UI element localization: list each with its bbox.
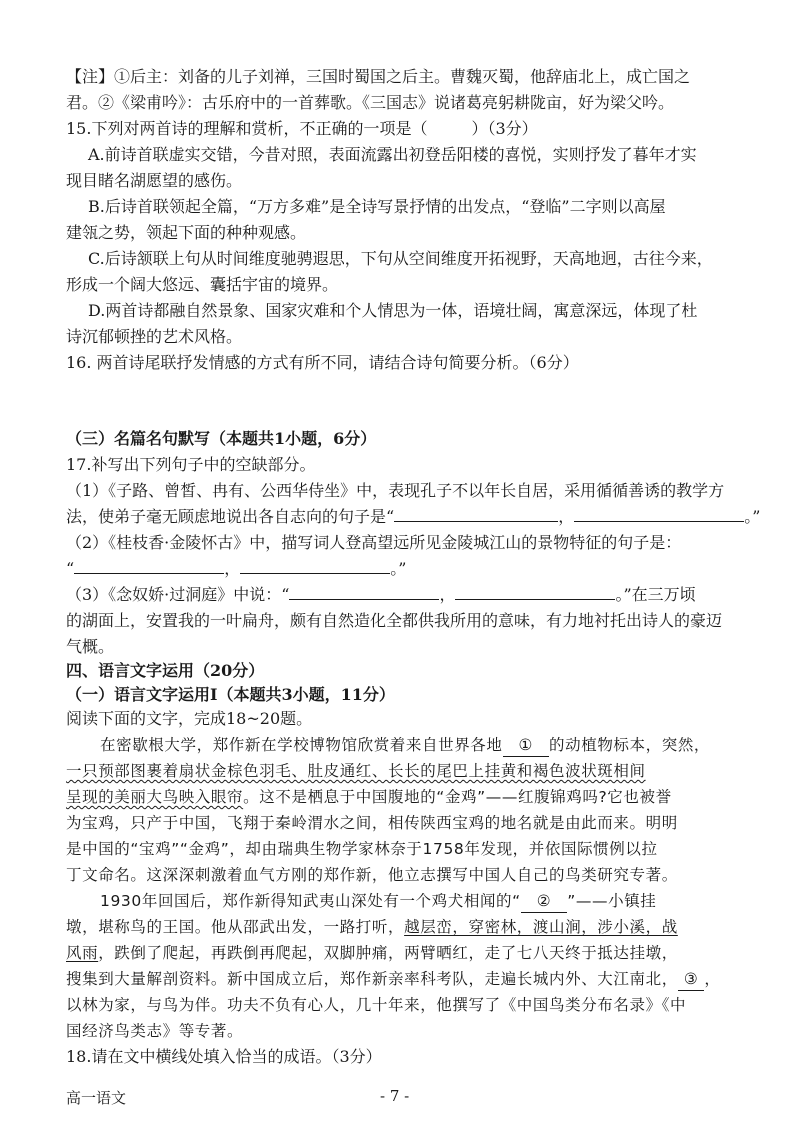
wavy-underlined-sentence-end: 呈现的美丽大鸟映入眼帘 (66, 788, 244, 806)
passage-p1-line1 (100, 734, 790, 757)
q17-item3-blank-1[interactable] (289, 584, 439, 600)
passage-p1-line3 (66, 786, 756, 808)
q15-option-a: A.前诗首联虚实交错，今昔对照，表面流露出初登岳阳楼的喜悦，实则抒发了暮年才实 (88, 145, 697, 164)
q15-option-c: C.后诗颔联上句从时间维度驰骋遐思，下句从空间维度开拓视野，天高地迥，古往今来， (88, 249, 713, 268)
comma: ， (439, 585, 456, 604)
passage-p2-line6: 国经济鸟类志》等专著。 (66, 1022, 244, 1040)
q15-option-d-cont: 诗沉郁顿挫的艺术风格。 (66, 327, 243, 346)
passage-text: ，跌倒了爬起，再跌倒再爬起，双脚肿痛，两臂晒红，走了七八天终于抵达挂墩， (98, 944, 678, 962)
comma: ， (224, 559, 241, 578)
passage-p2-line4 (66, 968, 756, 991)
q15-stem-text: 15.下列对两首诗的理解和赏析，不正确的一项是（ (66, 119, 428, 138)
page-number: - 7 - (380, 1087, 410, 1105)
comma: ， (558, 507, 575, 526)
quote-close: 。” (390, 559, 407, 578)
q15-stem (66, 118, 756, 140)
reading-instruction: 阅读下面的文字，完成18~20题。 (66, 709, 313, 728)
q15-option-d: D.两首诗都融自然景象、国家灾难和个人情思为一体，语境壮阔，寓意深远，体现了杜 (88, 301, 698, 320)
q17-stem: 17.补写出下列句子中的空缺部分。 (66, 455, 316, 474)
q17-item3-tail: 。”在三万顷 (615, 585, 696, 604)
section4-title: 四、语言文字运用（20分） (66, 661, 265, 680)
footer-subject: 高一语文 (66, 1089, 127, 1107)
passage-text: 的动植物标本，突然， (549, 736, 711, 754)
passage-text: 。这不是栖息于中国腹地的“金鸡”——红腹锦鸡吗?它也被誉 (243, 788, 672, 806)
q17-item1-prompt: 法，使弟子毫无顾虑地说出各自志向的句子是“ (66, 507, 395, 526)
passage-p1-line5: 是中国的“宝鸡”“金鸡”，却由瑞典生物学家林奈于1758年发现，并依国际惯例以拉 (66, 840, 658, 858)
q15-stem-score: ）（3分） (471, 119, 538, 138)
q17-item3-line1 (66, 584, 756, 606)
q15-option-b: B.后诗首联领起全篇，“万方多难”是全诗写景抒情的出发点，“登临”二字则以高屋 (88, 197, 666, 216)
passage-text: 1930年回国后，郑作新得知武夷山深处有一个鸡犬相闻的“ (100, 892, 521, 910)
section3-title: （三）名篇名句默写（本题共1小题，6分） (66, 429, 377, 448)
quote-close: 。” (744, 507, 761, 526)
wavy-underlined-sentence: 一只预部图裹着扇状金棕色羽毛、肚皮通红、长长的尾巴上挂黄和褐色波状斑相间 (66, 762, 646, 780)
q17-item1-blank-1[interactable] (394, 506, 558, 522)
q16-question: 16. 两首诗尾联抒发情感的方式有所不同，请结合诗句简要分析。（6分） (66, 353, 579, 372)
q17-item1-line2 (66, 506, 761, 528)
quote-open: “ (66, 559, 75, 578)
note-line-2: 君。②《梁甫吟》：古乐府中的一首葬歌。《三国志》说诸葛亮躬耕陇亩，好为梁父吟。 (66, 93, 675, 112)
passage-p1-line6: 丁文命名。这深深刺激着血气方刚的郑作新，他立志撰写中国人自己的鸟类研究专著。 (66, 866, 678, 884)
q17-item2-blank-1[interactable] (74, 558, 224, 574)
passage-p2-line3 (66, 942, 756, 964)
passage-text: ”——小镇挂 (567, 892, 657, 910)
blank-marker-3[interactable]: ③ (678, 968, 705, 991)
q17-item3-prompt: （3）《念奴娇·过洞庭》中说：“ (66, 585, 290, 604)
q17-item1-line1: （1）《子路、曾皙、冉有、公西华侍坐》中，表现孔子不以年长自居，采用循循善诱的教学方 (66, 481, 725, 500)
q17-item2-line1: （2）《桂枝香·金陵怀古》中，描写词人登高望远所见金陵城江山的景物特征的句子是： (66, 533, 682, 552)
underlined-phrase-end: 风雨 (66, 944, 99, 962)
q17-item3-blank-2[interactable] (455, 584, 615, 600)
section4-sub1-title: （一）语言文字运用Ⅰ（本题共3小题，11分） (66, 685, 395, 704)
q15-option-a-cont: 现目睹名湖愿望的感伤。 (66, 171, 243, 190)
blank-marker-1[interactable]: ① (503, 734, 550, 757)
underlined-phrase: 越层峦，穿密林，渡山涧，涉小溪，战 (404, 918, 678, 936)
passage-p1-line4: 为宝鸡，只产于中国，飞翔于秦岭渭水之间，相传陕西宝鸡的地名就是由此而来。明明 (66, 814, 678, 832)
passage-text: 墩，堪称鸟的王国。他从邵武出发，一路打听， (66, 918, 405, 936)
passage-p2-line5: 以林为家，与鸟为伴。功夫不负有心人，几十年来，他撰写了《中国鸟类分布名录》《中 (66, 996, 687, 1014)
q18-question: 18.请在文中横线处填入恰当的成语。（3分） (66, 1047, 382, 1066)
passage-p2-line1 (100, 890, 790, 913)
passage-text: 在密歇根大学，郑作新在学校博物馆欣赏着来自世界各地 (100, 736, 503, 754)
passage-p2-line2 (66, 916, 756, 938)
q17-item3-line2: 的湖面上，安置我的一叶扁舟，颇有自然造化全都供我所用的意味，有力地衬托出诗人的豪迈 (66, 611, 723, 630)
passage-p1-line2 (66, 760, 756, 782)
passage-text: 搜集到大量解剖资料。新中国成立后，郑作新亲率科考队，走遍长城内外、大江南北， (66, 970, 678, 988)
note-line-1: 【注】①后主：刘备的儿子刘禅，三国时蜀国之后主。曹魏灭蜀，他辞庙北上，成亡国之 (66, 67, 691, 86)
blank-marker-2[interactable]: ② (521, 890, 568, 913)
q15-option-c-cont: 形成一个阔大悠远、囊括宇宙的境界。 (66, 275, 339, 294)
q17-item3-line3: 气概。 (66, 637, 115, 656)
q17-item2-line2 (66, 558, 756, 580)
comma: ， (704, 970, 721, 988)
q17-item2-blank-2[interactable] (240, 558, 390, 574)
q15-option-b-cont: 建瓴之势，领起下面的种种观感。 (66, 223, 307, 242)
q17-item1-blank-2[interactable] (574, 506, 744, 522)
